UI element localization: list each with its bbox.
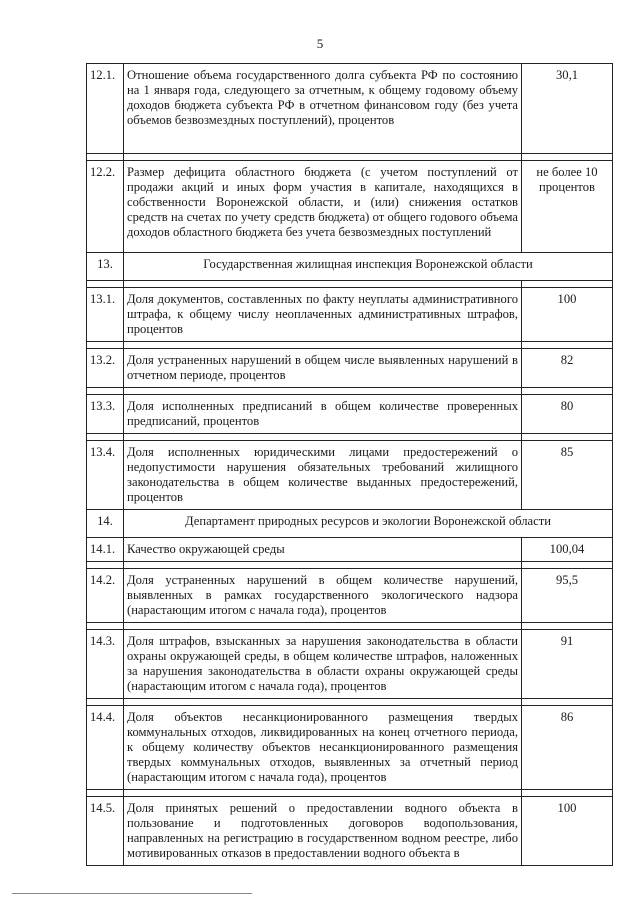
section-row [87, 510, 613, 538]
row-value: не более 10 процентов [522, 161, 613, 253]
row-number: 12.1. [87, 64, 124, 154]
table-row [87, 538, 613, 562]
row-gap [87, 623, 613, 630]
table-row [87, 395, 613, 434]
section-number: 14. [87, 510, 124, 538]
row-gap [87, 699, 613, 706]
table-row [87, 569, 613, 623]
row-value: 91 [522, 630, 613, 699]
row-description: Доля документов, составленных по факту неуплаты административного штрафа, к общему числу неоплаченных административных штрафов, процентов [124, 288, 522, 342]
row-number: 14.5. [87, 797, 124, 866]
row-value: 100,04 [522, 538, 613, 562]
section-row [87, 253, 613, 281]
row-value: 30,1 [522, 64, 613, 154]
row-value: 100 [522, 288, 613, 342]
table-row [87, 630, 613, 699]
row-description: Отношение объема государственного долга субъекта РФ по состоянию на 1 января года, следующего за отчетным, к общему годовому объему доходов бюджета субъекта РФ в отчетном финансовом году (без учета объемов безвозмездных поступлений), процентов [124, 64, 522, 154]
row-description: Размер дефицита областного бюджета (с учетом поступлений от продажи акций и иных форм участия в капитале, находящихся в собственности Воронежской области, и (или) снижения остатков средств на счетах по учету средств бюджета) от общего годового объема доходов областного бюджета без учета безвозмездных поступлений [124, 161, 522, 253]
row-description: Доля принятых решений о предоставлении водного объекта в пользование и подготовленных договоров водопользования, направленных на регистрацию в государственном водном реестре, либо мотивированных отказов в предоставлении водного объекта в [124, 797, 522, 866]
row-gap [87, 434, 613, 441]
row-gap [87, 342, 613, 349]
row-gap [87, 154, 613, 161]
row-number: 14.2. [87, 569, 124, 623]
table-row [87, 64, 613, 154]
row-description: Доля устраненных нарушений в общем количестве нарушений, выявленных в рамках государственного экологического надзора (нарастающим итогом с начала года), процентов [124, 569, 522, 623]
row-number: 14.4. [87, 706, 124, 790]
row-description: Доля исполненных юридическими лицами предостережений о недопустимости нарушения обязательных требований жилищного законодательства в общем количестве выданных предостережений, процентов [124, 441, 522, 510]
table-row [87, 797, 613, 866]
table-row [87, 441, 613, 510]
row-number: 13.1. [87, 288, 124, 342]
row-number: 14.3. [87, 630, 124, 699]
row-description: Доля исполненных предписаний в общем количестве проверенных предписаний, процентов [124, 395, 522, 434]
table-row [87, 288, 613, 342]
row-description: Качество окружающей среды [124, 538, 522, 562]
section-title: Государственная жилищная инспекция Воронежской области [124, 253, 613, 281]
row-number: 13.4. [87, 441, 124, 510]
table-row [87, 349, 613, 388]
page-number: 5 [316, 36, 324, 51]
row-gap [87, 790, 613, 797]
row-number: 13.3. [87, 395, 124, 434]
row-value: 80 [522, 395, 613, 434]
row-gap [87, 562, 613, 569]
footer-rule [12, 893, 252, 894]
row-description: Доля устраненных нарушений в общем числе выявленных нарушений в отчетном периоде, процентов [124, 349, 522, 388]
row-value: 100 [522, 797, 613, 866]
row-value: 82 [522, 349, 613, 388]
section-title: Департамент природных ресурсов и экологии Воронежской области [124, 510, 613, 538]
table-row [87, 161, 613, 253]
row-description: Доля штрафов, взысканных за нарушения законодательства в области охраны окружающей среды, в общем количестве штрафов, наложенных за нарушения законодательства в области охраны окружающей среды (нарастающим итогом с начала года), процентов [124, 630, 522, 699]
row-number: 12.2. [87, 161, 124, 253]
row-number: 14.1. [87, 538, 124, 562]
row-value: 86 [522, 706, 613, 790]
row-value: 85 [522, 441, 613, 510]
row-number: 13.2. [87, 349, 124, 388]
row-value: 95,5 [522, 569, 613, 623]
section-number: 13. [87, 253, 124, 281]
table-row [87, 706, 613, 790]
row-gap [87, 388, 613, 395]
indicators-table [86, 63, 613, 866]
row-description: Доля объектов несанкционированного размещения твердых коммунальных отходов, ликвидированных на конец отчетного периода, к общему количеству объектов несанкционированного размещения твердых коммунальных отходов, выявленных за отчетный период (нарастающим итогом с начала года), процентов [124, 706, 522, 790]
row-gap [87, 281, 613, 288]
